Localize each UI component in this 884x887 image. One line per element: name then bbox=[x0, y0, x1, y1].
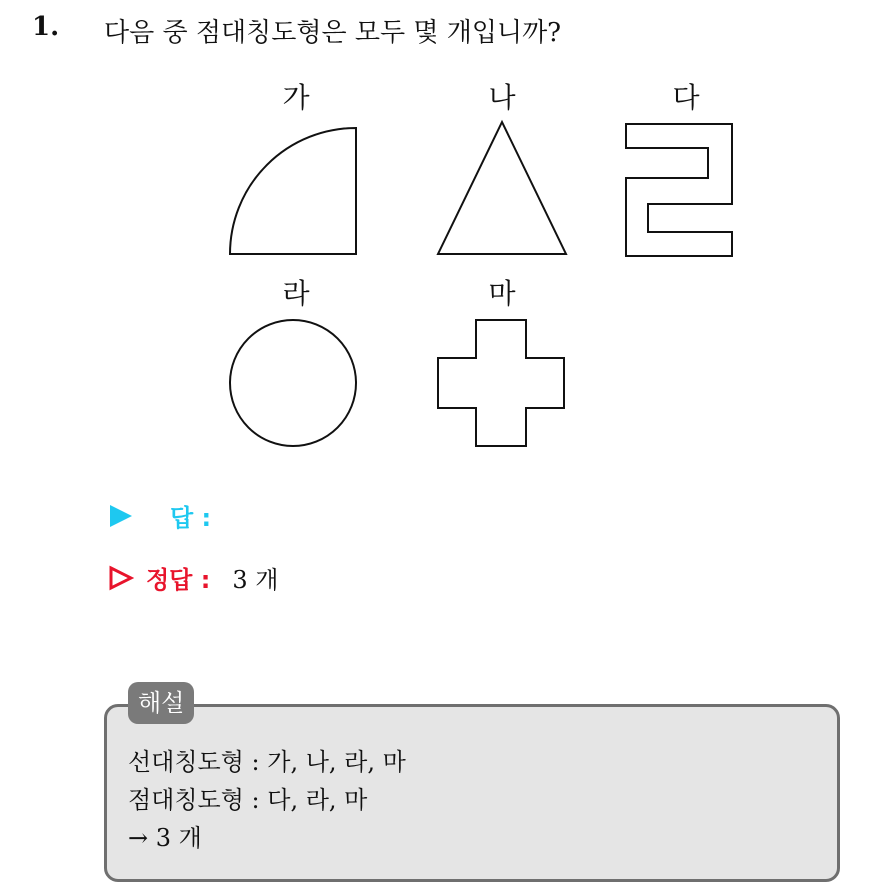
figure-plus-cross bbox=[436, 318, 568, 450]
explanation-line: 점대칭도형 : 다, 라, 마 bbox=[128, 786, 368, 814]
question-text: 다음 중 점대칭도형은 모두 몇 개입니까? bbox=[104, 18, 562, 48]
answer-label: 답 : bbox=[170, 504, 212, 532]
figure-quarter-circle bbox=[228, 126, 360, 258]
correct-answer-row bbox=[108, 560, 278, 595]
answer-row bbox=[108, 498, 211, 533]
play-filled-icon bbox=[108, 503, 134, 529]
figure-circle bbox=[228, 318, 360, 450]
explanation-line: 선대칭도형 : 가, 나, 라, 마 bbox=[128, 748, 406, 776]
figure-label-ra: 라 bbox=[282, 277, 310, 310]
figure-triangle bbox=[436, 120, 570, 258]
figure-label-ma: 마 bbox=[488, 277, 516, 310]
explanation-line: → 3 개 bbox=[128, 824, 202, 852]
correct-answer-label: 정답 : bbox=[146, 566, 211, 594]
figure-rectangular-s bbox=[624, 122, 736, 260]
correct-answer-value: 3 개 bbox=[232, 566, 279, 594]
play-outline-icon bbox=[108, 565, 134, 591]
question-number: 1. bbox=[32, 12, 60, 42]
figure-label-na: 나 bbox=[488, 81, 516, 114]
figure-label-da: 다 bbox=[672, 81, 700, 114]
explanation-tab: 해설 bbox=[128, 682, 194, 724]
figure-label-ga: 가 bbox=[282, 81, 310, 114]
